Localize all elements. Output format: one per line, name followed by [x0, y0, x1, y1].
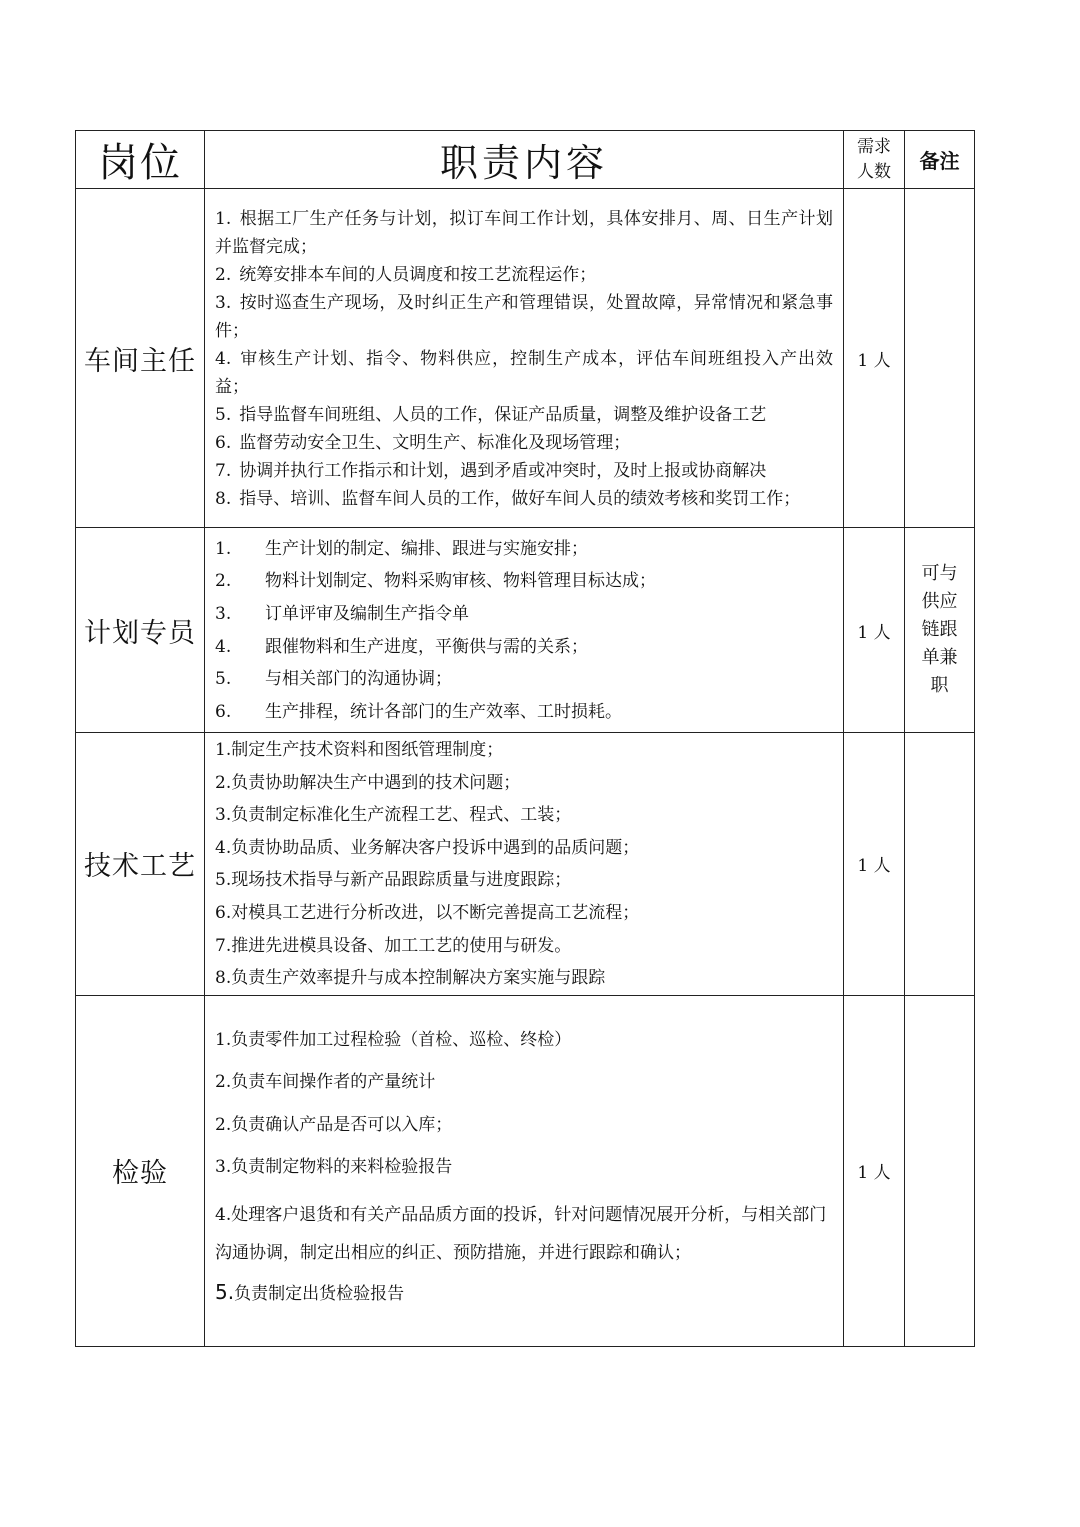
header-note: 备注: [905, 131, 975, 189]
list-item: [215, 457, 833, 485]
duty-list: [205, 733, 843, 995]
list-item: 3.负责制定标准化生产流程工艺、程式、工装；: [215, 805, 572, 826]
duty-number: 5.: [215, 669, 232, 690]
duty-text: 物料计划制定、物料采购审核、物料管理目标达成；: [265, 571, 656, 592]
note-cell: [905, 995, 975, 1346]
table-row: [76, 189, 975, 528]
count-cell: 1 人: [844, 733, 905, 996]
duty-number: 6.: [215, 432, 232, 453]
note-cell: [905, 189, 975, 528]
duty-number: 1.: [215, 208, 232, 229]
duty-cell: [205, 995, 844, 1346]
post-cell: 技术工艺: [76, 733, 205, 996]
table-row: [76, 528, 975, 733]
list-item: 1.负责零件加工过程检验（首检、巡检、终检）: [215, 1029, 572, 1050]
duty-number: 5.: [215, 1279, 235, 1304]
list-item: 2.负责确认产品是否可以入库；: [215, 1114, 453, 1135]
duty-text: 生产排程，统计各部门的生产效率、工时损耗。: [265, 701, 622, 722]
duty-text: 根据工厂生产任务与计划，拟订车间工作计划，具体安排月、周、日生产计划并监督完成；: [215, 208, 833, 257]
duty-text: 与相关部门的沟通协调；: [265, 669, 452, 690]
list-item: [215, 205, 833, 261]
duty-number: 2.: [215, 264, 232, 285]
list-item: [215, 565, 833, 598]
list-item: 7.推进先进模具设备、加工工艺的使用与研发。: [215, 935, 572, 956]
duty-number: 3.: [215, 603, 232, 624]
note-text: 可与供应链跟单兼职: [921, 563, 958, 696]
post-cell: 车间主任: [76, 189, 205, 528]
duty-text: 订单评审及编制生产指令单: [265, 603, 469, 624]
table-header-row: [76, 131, 975, 189]
list-item: [215, 289, 833, 345]
header-count-line2: 人数: [857, 161, 891, 182]
duty-text: 按时巡查生产现场，及时纠正生产和管理错误，处置故障，异常情况和紧急事件；: [215, 292, 833, 341]
table-row: [76, 733, 975, 996]
duty-text: 统筹安排本车间的人员调度和按工艺流程运作；: [239, 264, 597, 285]
list-item: [215, 429, 833, 457]
list-item: 6.对模具工艺进行分析改进，以不断完善提高工艺流程；: [215, 902, 640, 923]
list-item: [215, 663, 833, 696]
header-post: 岗位: [76, 131, 205, 189]
list-item: 2.负责车间操作者的产量统计: [215, 1072, 436, 1092]
note-cell: [905, 528, 975, 733]
duty-text: 审核生产计划、指令、物料供应，控制生产成本，评估车间班组投入产出效益；: [215, 348, 833, 397]
header-duty: 职责内容: [205, 131, 844, 189]
note-cell: [905, 733, 975, 996]
duty-number: 4.: [215, 348, 232, 369]
count-cell: 1 人: [844, 189, 905, 528]
duty-number: 4.: [215, 636, 232, 657]
duty-text: 监督劳动安全卫生、文明生产、标准化及现场管理；: [239, 432, 631, 453]
list-item: [215, 401, 833, 429]
job-duty-table: [75, 130, 975, 1347]
list-item: [215, 696, 833, 729]
list-item: [215, 533, 833, 566]
duty-list: [205, 204, 843, 513]
list-item: [215, 631, 833, 664]
duty-number: 2.: [215, 571, 232, 592]
list-item: [215, 1278, 833, 1308]
duty-cell: [205, 189, 844, 528]
duty-list: [205, 1020, 843, 1308]
duty-list: [205, 532, 843, 729]
duty-text: 协调并执行工作指示和计划，遇到矛盾或冲突时，及时上报或协商解决: [239, 460, 767, 481]
list-item: [215, 598, 833, 631]
list-item: 2.负责协助解决生产中遇到的技术问题；: [215, 772, 521, 793]
duty-number: 1.: [215, 538, 232, 559]
header-count-line1: 需求: [857, 136, 891, 157]
list-item: 3.负责制定物料的来料检验报告: [215, 1157, 453, 1177]
duty-text: 指导监督车间班组、人员的工作，保证产品质量，调整及维护设备工艺: [239, 404, 767, 425]
header-count: [844, 131, 905, 189]
list-item: [215, 261, 833, 289]
duty-number: 8.: [215, 488, 232, 509]
duty-number: 6.: [215, 701, 232, 722]
list-item: 1.制定生产技术资料和图纸管理制度；: [215, 740, 504, 760]
duty-text: 生产计划的制定、编排、跟进与实施安排；: [265, 538, 588, 559]
count-cell: 1 人: [844, 528, 905, 733]
list-item: 4.负责协助品质、业务解决客户投诉中遇到的品质问题；: [215, 837, 640, 858]
duty-number: 7.: [215, 460, 232, 481]
duty-number: 3.: [215, 292, 232, 313]
duty-cell: [205, 733, 844, 996]
list-item: 4.处理客户退货和有关产品品质方面的投诉，针对问题情况展开分析，与相关部门沟通协调，制定出相应的纠正、预防措施，并进行跟踪和确认；: [215, 1204, 827, 1263]
list-item: 8.负责生产效率提升与成本控制解决方案实施与跟踪: [215, 968, 606, 989]
list-item: [215, 345, 833, 401]
post-cell: 检验: [76, 995, 205, 1346]
duty-text: 负责制定出货检验报告: [234, 1283, 405, 1304]
duty-number: 5.: [215, 404, 232, 425]
duty-cell: [205, 528, 844, 733]
list-item: 5.现场技术指导与新产品跟踪质量与进度跟踪；: [215, 870, 572, 891]
duty-text: 指导、培训、监督车间人员的工作，做好车间人员的绩效考核和奖罚工作；: [239, 488, 801, 509]
list-item: [215, 485, 833, 513]
duty-text: 跟催物料和生产进度，平衡供与需的关系；: [265, 636, 588, 657]
count-cell: 1 人: [844, 995, 905, 1346]
post-cell: 计划专员: [76, 528, 205, 733]
table-row: [76, 995, 975, 1346]
